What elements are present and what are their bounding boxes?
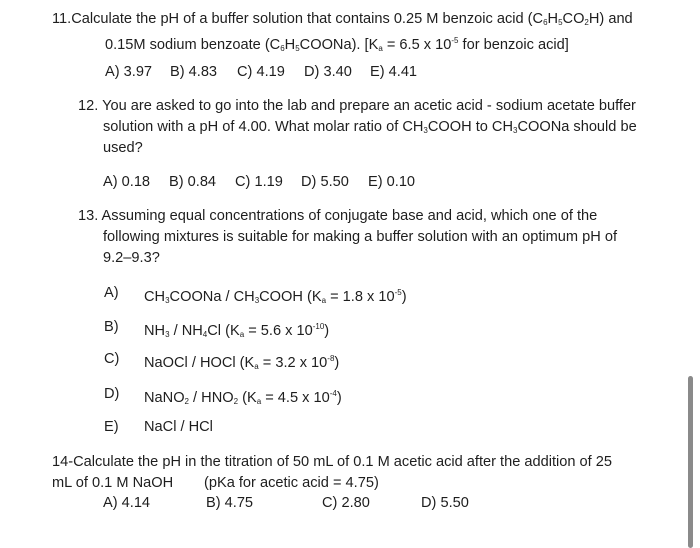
choice-letter: A) [104,285,119,301]
q13-choice-b [104,318,330,339]
q14-line2-left: mL of 0.1 M NaOH [52,475,174,491]
q11-option-b: B) 4.83 [170,64,218,80]
choice-letter: D) [104,386,120,402]
q12-line3: used? [103,140,143,156]
q11-option-e: E) 4.41 [370,64,418,80]
q13-choice-d [104,385,342,406]
q14-line2 [52,474,379,492]
q13-choice-c [104,350,340,371]
q11-text: H [547,11,559,27]
q13-choice-a [104,284,407,305]
q11-line2 [105,32,569,58]
q13-line3: 9.2–9.3? [103,250,160,266]
q12-option-c: C) 1.19 [235,174,283,190]
subscript: 5 [558,18,563,27]
q14-option-b: B) 4.75 [206,495,254,511]
q14-line1: 14-Calculate the pH in the titration of 50 mL of 0.1 M acetic acid after the addition of 25 [52,454,613,470]
q14-option-c: C) 2.80 [322,495,370,511]
q12-option-b: B) 0.84 [169,174,217,190]
q11-option-d: D) 3.40 [304,64,352,80]
q12-line1: 12. You are asked to go into the lab and prepare an acetic acid - sodium acetate buffer [78,98,636,114]
subscript: 3 [513,126,518,135]
q11-option-c: C) 4.19 [237,64,285,80]
scrollbar[interactable] [688,376,693,548]
subscript: 2 [584,18,589,27]
choice-letter: E) [104,419,119,435]
choice-text: NaOCl / HOCl ($K_a = 3.2$ x $10^{-8}$) [144,354,340,371]
q12-option-d: D) 5.50 [301,174,349,190]
q12-text: COOH to CH [427,119,513,135]
choice-text: NaNO$_2$ / $HNO_2$ ($K_a = 4.5$ x $10^{-4}$) [144,389,342,406]
q13-choice-e [104,418,213,436]
q14-line2-right: (pKa for acetic acid = 4.75) [204,475,379,491]
choice-text: $NH_3 / NH_4Cl$ ($K_a = 5.6$ x $10^{-10}$) [144,322,330,339]
q11-text: H [284,37,296,53]
q14-option-a: A) 4.14 [103,495,151,511]
q12-option-e: E) 0.10 [368,174,416,190]
q11-line1 [52,10,633,32]
subscript: 5 [295,44,300,53]
q12-text: COONa should be [517,119,637,135]
superscript: -5 [451,36,459,45]
q11-text: H) and [588,11,633,27]
q11-text: 0.15M sodium benzoate (C [105,37,281,53]
q13-line1: 13. Assuming equal concentrations of conjugate base and acid, which one of the [78,208,598,224]
choice-text: $CH_3COONa$ / $CH_3COOH$ ($K_a = 1.8$ x $10^{-5}$) [144,288,407,305]
q11-text: for benzoic acid] [458,37,569,53]
choice-letter: C) [104,351,120,367]
q11-text: = 6.5 x 10 [382,37,452,53]
q14-option-d: D) 5.50 [421,495,469,511]
subscript: 6 [280,44,285,53]
q12-line2 [103,118,637,140]
subscript: 6 [543,18,548,27]
q12-text: solution with a pH of 4.00. What molar ratio of CH [103,119,424,135]
choice-text: NaCl / HCl [144,419,213,435]
subscript: 3 [423,126,428,135]
choice-letter: B) [104,319,119,335]
q13-line2: following mixtures is suitable for making a buffer solution with an optimum pH of [103,229,617,245]
q11-text: CO [562,11,585,27]
q11-text: 11.Calculate the pH of a buffer solution that contains 0.25 M benzoic acid (C [52,11,544,27]
q11-option-a: A) 3.97 [105,64,153,80]
subscript: a [378,44,383,53]
q11-text: COONa). [K [299,37,379,53]
q12-option-a: A) 0.18 [103,174,151,190]
